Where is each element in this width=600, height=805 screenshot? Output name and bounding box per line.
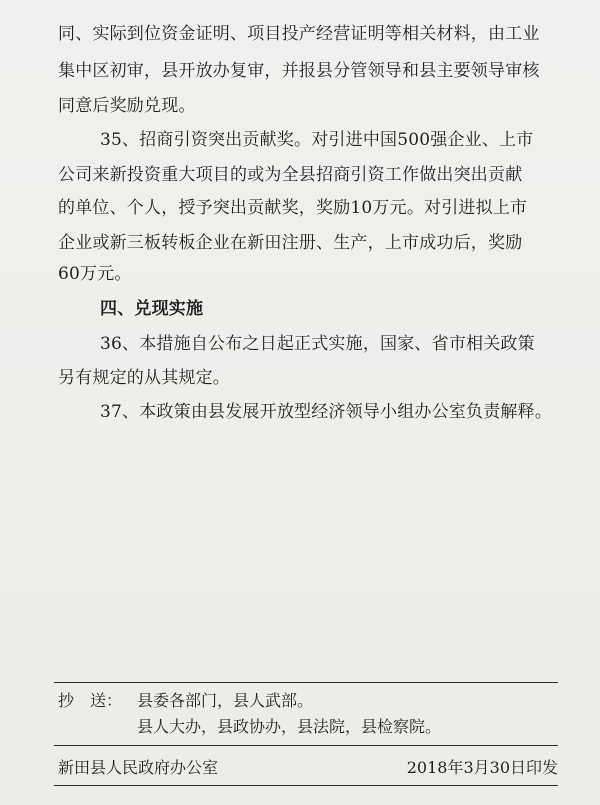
body-line: 另有规定的从其规定。 bbox=[58, 368, 230, 388]
cc-top-rule bbox=[54, 682, 558, 683]
body-line: 60万元。 bbox=[58, 264, 132, 284]
body-line: 集中区初审，县开放办复审，并报县分管领导和县主要领导审核 bbox=[58, 61, 540, 81]
cc-recipients-line-1: 县委各部门，县人武部。 bbox=[137, 691, 314, 710]
body-line: 的单位、个人，授予突出贡献奖，奖励10万元。对引进拟上市 bbox=[58, 198, 528, 218]
article-35-line: 35、招商引资突出贡献奖。对引进中国500强企业、上市 bbox=[100, 130, 534, 150]
cc-label: 抄 送： bbox=[58, 691, 123, 710]
article-36-line: 36、本措施自公布之日起正式实施，国家、省市相关政策 bbox=[100, 334, 535, 354]
body-line: 同意后奖励兑现。 bbox=[58, 96, 196, 116]
body-line: 公司来新投资重大项目的或为全县招商引资工作做出突出贡献 bbox=[58, 165, 523, 185]
article-37-line: 37、本政策由县发展开放型经济领导小组办公室负责解释。 bbox=[100, 402, 553, 422]
cc-bottom-rule bbox=[54, 745, 558, 746]
issuer-name: 新田县人民政府办公室 bbox=[58, 758, 219, 777]
body-line: 同、实际到位资金证明、项目投产经营证明等相关材料，由工业 bbox=[58, 24, 540, 44]
section-heading: 四、兑现实施 bbox=[100, 299, 204, 319]
footer-bottom-rule bbox=[54, 785, 558, 786]
cc-recipients-line-2: 县人大办，县政协办，县法院，县检察院。 bbox=[137, 717, 442, 736]
issue-date: 2018年3月30日印发 bbox=[406, 758, 558, 777]
body-line: 企业或新三板转板企业在新田注册、生产，上市成功后，奖励 bbox=[58, 233, 523, 253]
